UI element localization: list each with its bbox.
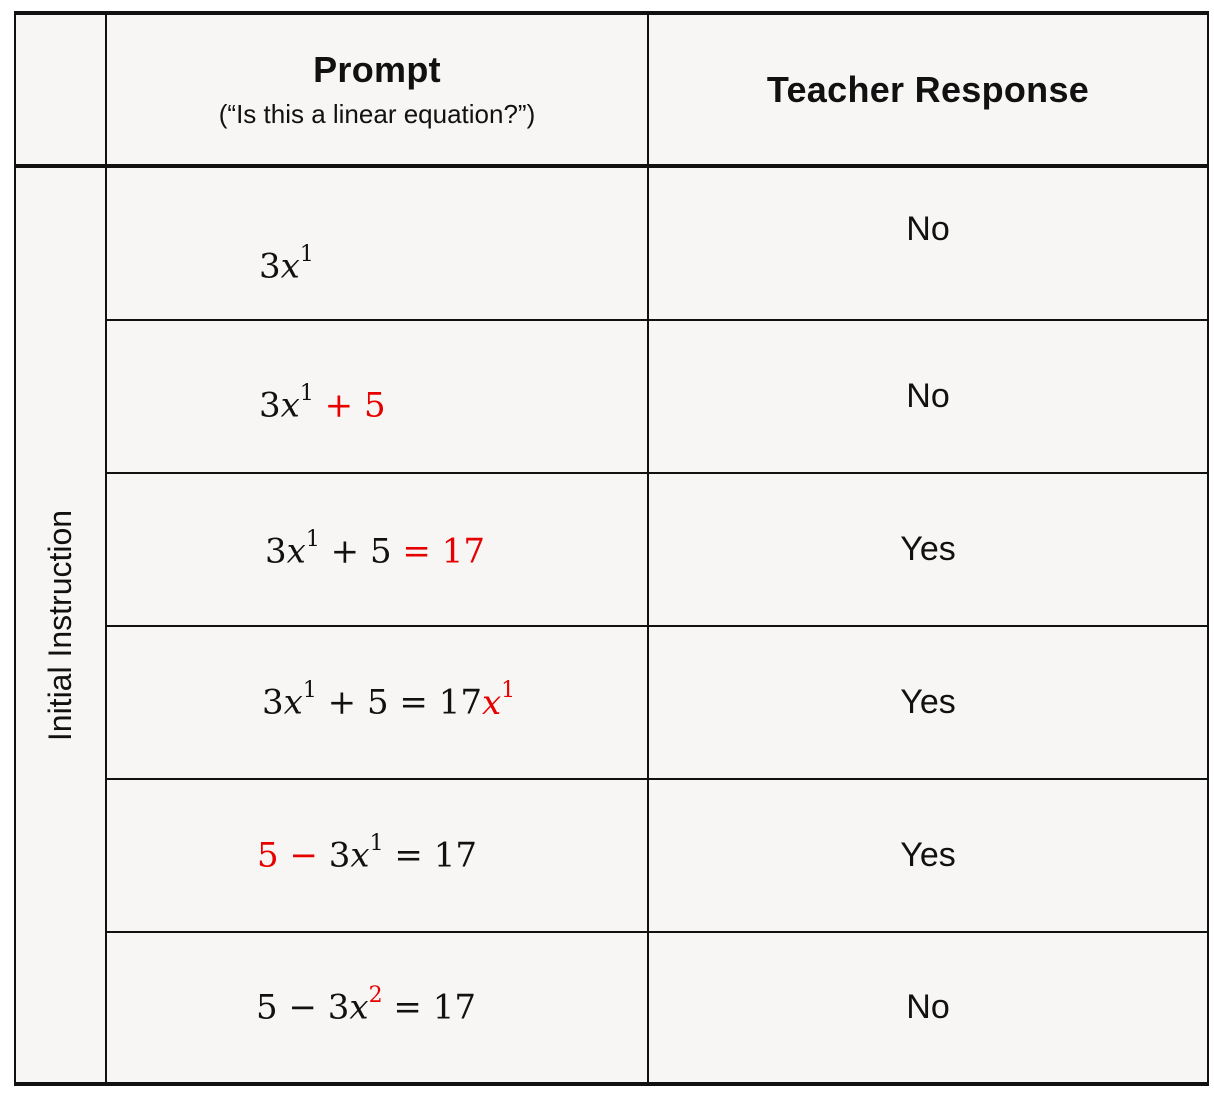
- response-cell-6: [649, 933, 1207, 1082]
- prompt-title: Prompt: [313, 49, 441, 90]
- side-label: Initial Instruction: [42, 509, 78, 741]
- response-cell-1: [649, 168, 1207, 319]
- prompt-cell-6: [107, 933, 647, 1082]
- prompt-cell-5: [107, 780, 647, 931]
- response-2: No: [906, 377, 950, 415]
- expression-3: $3x^1 + 5 = 17$: [265, 527, 485, 572]
- expression-4: $3x^1 + 5 = 17x^1$: [262, 678, 516, 723]
- prompt-cell-3: [107, 474, 647, 625]
- response-1: No: [906, 210, 950, 248]
- expression-6: $5 - 3x^2 = 17$: [256, 983, 476, 1028]
- prompt-header: [107, 15, 647, 164]
- response-3: Yes: [900, 530, 956, 568]
- prompt-cell-4: [107, 627, 647, 778]
- response-cell-2: [649, 321, 1207, 472]
- response-6: No: [906, 988, 950, 1026]
- expression-2: $3x^1 + 5$: [259, 381, 386, 426]
- response-cell-3: [649, 474, 1207, 625]
- response-4: Yes: [900, 683, 956, 721]
- expression-5: $5 - 3x^1 = 17$: [257, 831, 477, 876]
- response-header: [649, 15, 1207, 164]
- expression-1: $3x^1$: [259, 242, 314, 287]
- prompt-cell-1: [107, 168, 647, 319]
- response-5: Yes: [900, 836, 956, 874]
- response-cell-5: [649, 780, 1207, 931]
- response-cell-4: [649, 627, 1207, 778]
- response-title: Teacher Response: [766, 68, 1090, 110]
- prompt-subtitle: (“Is this a linear equation?”): [218, 99, 536, 129]
- prompt-cell-2: [107, 321, 647, 472]
- table: [14, 11, 1209, 1086]
- side-label-cell: [16, 168, 105, 1082]
